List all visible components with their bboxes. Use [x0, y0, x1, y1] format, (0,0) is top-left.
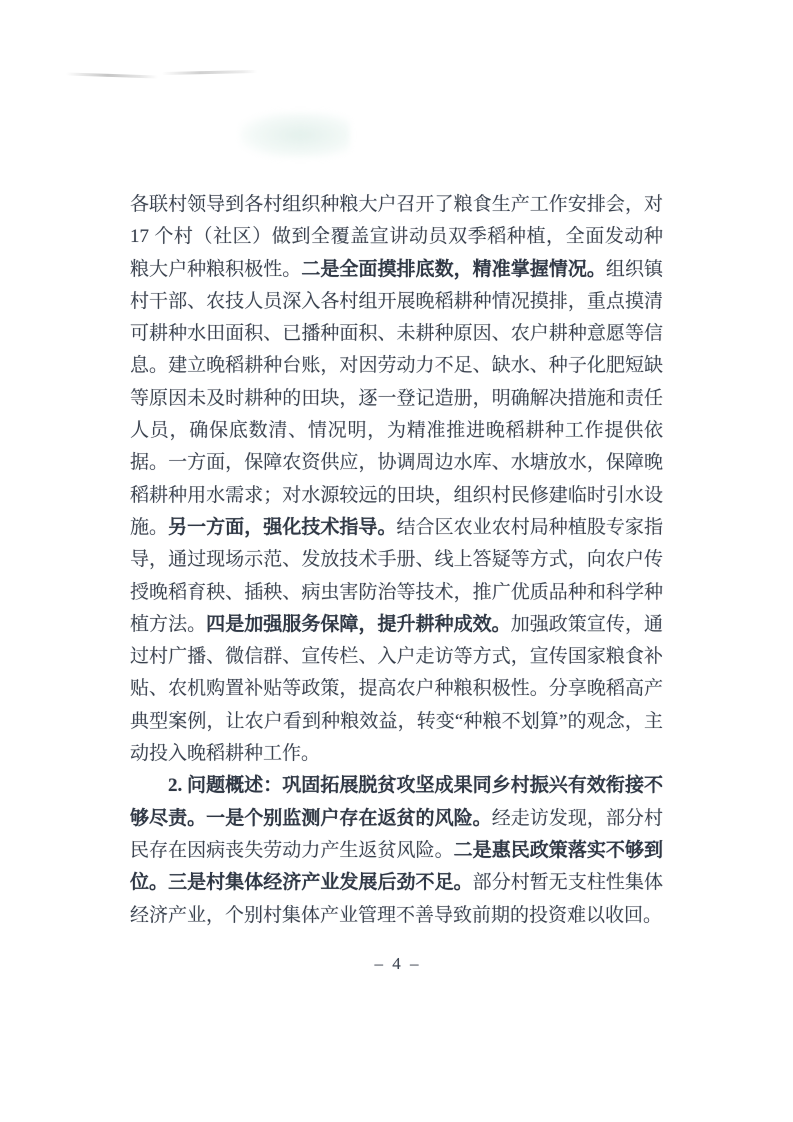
text-segment: 部分村暂无支柱性集体经济产业，个别村集体产业管理不善导致前期的投资难以收回。	[130, 872, 663, 926]
text-segment: 组织镇村干部、农技人员深入各村组开展晚稻耕种情况摸排，重点摸清可耕种水田面积、已播种面积、未耕种原因、农户耕种意愿等信息。建立晚稻耕种台账，对因劳动力不足、缺水、种子化肥短缺等原因未及时耕种的田块，逐一登记造册，明确解决措施和责任人员，确保底数清、情况明，为精准推进晚稻耕种工作提供依据。一方面，保障农资供应，协调周边水库、水塘放水，保障晚稻耕种用水需求；对水源较远的田块，组织村民修建临时引水设施。	[130, 258, 663, 538]
bold-text-segment: 2. 问题概述：巩固拓展脱贫攻坚成果同乡村振兴有效衔接不够尽责。	[130, 775, 663, 829]
bold-text-segment: 三是村集体经济产业发展后劲不足。	[168, 872, 473, 894]
text-segment: 结合区农业农村局种植股专家指导，通过现场示范、发放技术手册、线上答疑等方式，向农户传授晚稻育秧、插秧、病虫害防治等技术，推广优质品种和科学种植方法。	[130, 516, 663, 635]
bold-text-segment: 一是个别监测户存在返贫的风险。	[206, 807, 492, 829]
text-segment: 加强政策宣传，通过村广播、微信群、宣传栏、入户走访等方式，宣传国家粮食补贴、农机购置补贴等政策，提高农户种粮积极性。分享晚稻高产典型案例，让农户看到种粮效益，转变“种粮不划算”的观念，主动投入晚稻耕种工作。	[130, 613, 663, 765]
page-number: – 4 –	[374, 954, 419, 973]
paragraph	[130, 189, 663, 770]
bold-text-segment: 二是惠民政策落实不够到位。	[130, 839, 663, 894]
scan-artifact-smudge	[240, 112, 350, 158]
document-body	[130, 189, 663, 932]
bold-text-segment: 二是全面摸排底数，精准掌握情况。	[301, 258, 606, 280]
text-segment: 经走访发现，部分村民存在因病丧失劳动力产生返贫风险。	[130, 807, 663, 861]
paragraph	[130, 770, 663, 931]
bold-text-segment: 四是加强服务保障，提升耕种成效。	[206, 613, 511, 635]
page-footer	[0, 954, 793, 974]
scan-artifact-scratch-line	[66, 72, 158, 78]
bold-text-segment: 另一方面，强化技术指导。	[168, 516, 397, 538]
scan-artifact-scratch-line	[162, 70, 257, 75]
text-segment: 各联村领导到各村组织种粮大户召开了粮食生产工作安排会，对 17 个村（社区）做到全覆盖宣讲动员双季稻种植，全面发动种粮大户种粮积极性。	[130, 194, 663, 280]
